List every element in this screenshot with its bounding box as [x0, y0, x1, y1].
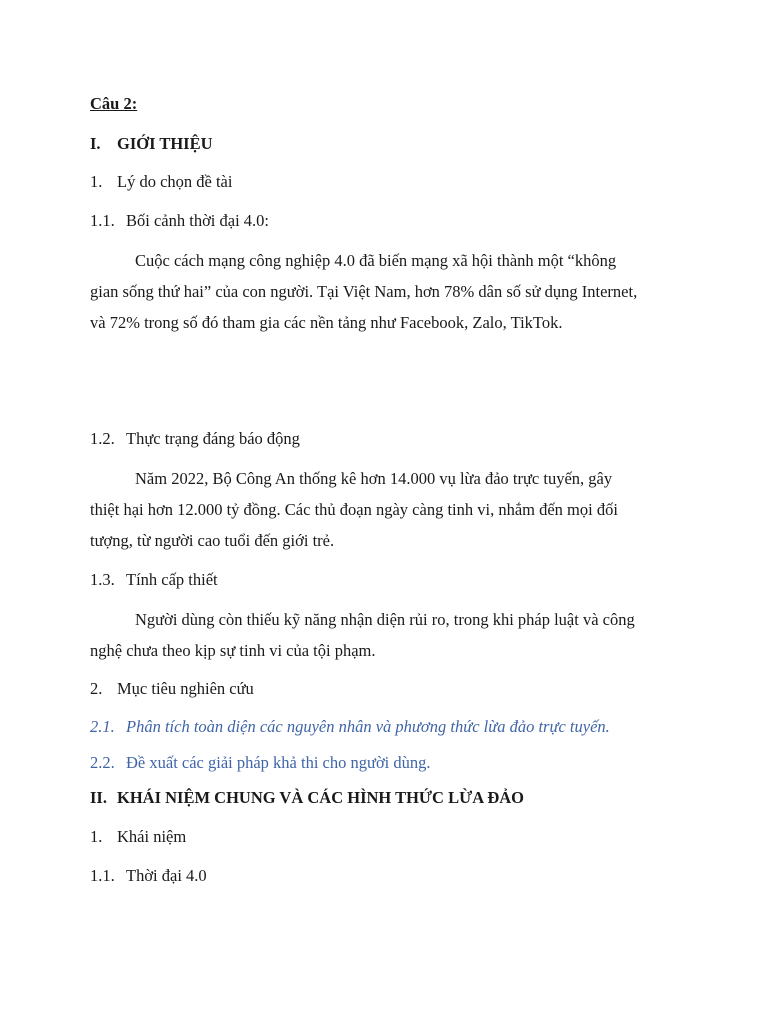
section-heading-1	[90, 134, 213, 154]
heading-1-3	[90, 570, 218, 590]
paragraph-situation	[90, 463, 680, 556]
heading-title: Mục tiêu nghiên cứu	[117, 679, 254, 698]
heading-title: Thực trạng đáng báo động	[126, 429, 300, 448]
heading-number: 1.	[90, 172, 103, 191]
heading-2-1	[90, 717, 610, 737]
paragraph-line: Cuộc cách mạng công nghiệp 4.0 đã biến mạng xã hội thành một “không	[135, 251, 617, 270]
heading-era-4-0	[90, 866, 207, 886]
heading-number: 2.1.	[90, 717, 115, 736]
heading-number: 1.1.	[90, 211, 115, 230]
heading-title: Bối cảnh thời đại 4.0:	[126, 211, 269, 230]
heading-number: 2.	[90, 679, 103, 698]
paragraph-line: tượng, từ người cao tuổi đến giới trẻ.	[90, 531, 335, 550]
section-number: II.	[90, 788, 107, 807]
heading-1-1	[90, 211, 269, 231]
heading-number: 1.	[90, 827, 103, 846]
paragraph-line: nghệ chưa theo kịp sự tinh vi của tội phạm.	[90, 641, 376, 660]
heading-2	[90, 679, 254, 699]
heading-number: 1.1.	[90, 866, 115, 885]
section-number: I.	[90, 134, 101, 153]
heading-concept	[90, 827, 186, 847]
paragraph-urgency	[90, 604, 680, 666]
heading-number: 2.2.	[90, 753, 115, 772]
heading-2-2	[90, 753, 431, 773]
heading-title: Tính cấp thiết	[126, 570, 218, 589]
heading-1	[90, 172, 232, 192]
paragraph-context	[90, 245, 680, 338]
heading-title: Lý do chọn đề tài	[117, 172, 233, 191]
paragraph-line: gian sống thứ hai” của con người. Tại Việt Nam, hơn 78% dân số sử dụng Internet,	[90, 282, 638, 301]
heading-number: 1.3.	[90, 570, 115, 589]
heading-number: 1.2.	[90, 429, 115, 448]
paragraph-line: thiệt hại hơn 12.000 tỷ đồng. Các thủ đoạn ngày càng tinh vi, nhắm đến mọi đối	[90, 500, 618, 519]
paragraph-line: và 72% trong số đó tham gia các nền tảng như Facebook, Zalo, TikTok.	[90, 313, 563, 332]
heading-title: Khái niệm	[117, 827, 187, 846]
section-title: KHÁI NIỆM CHUNG VÀ CÁC HÌNH THỨC LỪA ĐẢO	[117, 788, 525, 807]
heading-title: Đề xuất các giải pháp khả thi cho người dùng.	[126, 753, 431, 772]
paragraph-line: Người dùng còn thiếu kỹ năng nhận diện rủi ro, trong khi pháp luật và công	[135, 610, 635, 629]
heading-title: Thời đại 4.0	[126, 866, 207, 885]
section-heading-2	[90, 788, 524, 808]
heading-1-2	[90, 429, 300, 449]
paragraph-line: Năm 2022, Bộ Công An thống kê hơn 14.000 vụ lừa đảo trực tuyến, gây	[135, 469, 613, 488]
heading-title: Phân tích toàn diện các nguyên nhân và phương thức lừa đảo trực tuyến.	[126, 717, 610, 736]
section-title: GIỚI THIỆU	[117, 134, 213, 153]
question-heading: Câu 2:	[90, 94, 138, 113]
